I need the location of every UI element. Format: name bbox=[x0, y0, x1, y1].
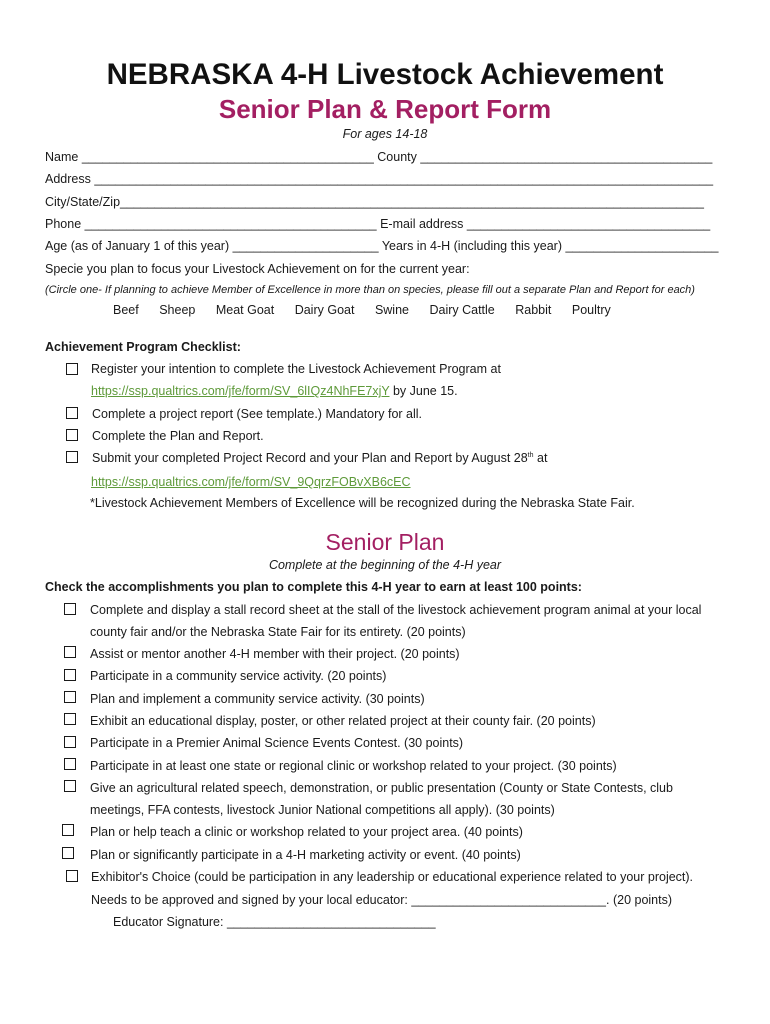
plan-checkbox[interactable] bbox=[64, 713, 76, 725]
name-county-field[interactable]: Name __________________________________________ County __________________________________________ bbox=[45, 150, 713, 164]
item4-text: Submit your completed Project Record and your Plan and Report by August 28 bbox=[92, 451, 528, 465]
plan-item: Assist or mentor another 4-H member with their project. (20 points) bbox=[90, 647, 460, 661]
checklist-item: Complete the Plan and Report. bbox=[92, 429, 264, 443]
plan-item: Exhibit an educational display, poster, or other related project at their county fair. (20 points) bbox=[90, 714, 596, 728]
item4-post: at bbox=[533, 451, 548, 465]
plan-checkbox[interactable] bbox=[64, 646, 76, 658]
ages-note: For ages 14-18 bbox=[342, 127, 428, 141]
plan-checkbox[interactable] bbox=[64, 691, 76, 703]
address-field[interactable]: Address _________________________________________________________________________________________ bbox=[45, 172, 714, 186]
page-title: NEBRASKA 4-H Livestock Achievement bbox=[106, 58, 664, 91]
species-option[interactable]: Poultry bbox=[571, 303, 611, 317]
plan-checkbox[interactable] bbox=[62, 847, 74, 859]
phone-email-field[interactable]: Phone __________________________________________ E-mail address ___________________________________ bbox=[45, 217, 711, 231]
checklist-checkbox[interactable] bbox=[66, 429, 78, 441]
plan-checkbox[interactable] bbox=[62, 824, 74, 836]
checklist-heading: Achievement Program Checklist: bbox=[45, 340, 241, 354]
checklist-checkbox[interactable] bbox=[66, 451, 78, 463]
specie-note: (Circle one- If planning to achieve Member of Excellence in more than on species, please fill out a separate Plan and Report for each) bbox=[45, 284, 695, 296]
plan-checkbox[interactable] bbox=[66, 870, 78, 882]
submission-link[interactable]: https://ssp.qualtrics.com/jfe/form/SV_9QqrzFOBvXB6cEC bbox=[91, 475, 411, 489]
plan-heading: Check the accomplishments you plan to complete this 4-H year to earn at least 100 points: bbox=[45, 580, 582, 594]
senior-plan-title: Senior Plan bbox=[325, 529, 445, 555]
plan-checkbox[interactable] bbox=[64, 736, 76, 748]
checklist-item: Complete a project report (See template.) Mandatory for all. bbox=[92, 407, 423, 421]
plan-checkbox[interactable] bbox=[64, 780, 76, 792]
species-option[interactable]: Rabbit bbox=[515, 303, 552, 317]
plan-checkbox[interactable] bbox=[64, 669, 76, 681]
plan-item: Participate in at least one state or regional clinic or workshop related to your project. (30 points) bbox=[90, 759, 617, 773]
checklist-footnote: *Livestock Achievement Members of Excellence will be recognized during the Nebraska State Fair. bbox=[90, 496, 635, 510]
species-option[interactable]: Sheep bbox=[159, 303, 196, 317]
checklist-checkbox[interactable] bbox=[66, 363, 78, 375]
registration-link[interactable]: https://ssp.qualtrics.com/jfe/form/SV_6lIQz4NhFE7xjY bbox=[91, 384, 390, 398]
plan-item: Complete and display a stall record sheet at the stall of the livestock achievement program animal at your local bbox=[90, 603, 702, 617]
species-options bbox=[113, 303, 628, 317]
checklist-item: Register your intention to complete the Livestock Achievement Program at bbox=[91, 362, 501, 376]
species-option[interactable]: Dairy Cattle bbox=[429, 303, 495, 317]
checklist-link-row bbox=[91, 384, 458, 398]
plan-item-continued: county fair and/or the Nebraska State Fair for its entirety. (20 points) bbox=[90, 625, 466, 639]
plan-item: Plan and implement a community service activity. (30 points) bbox=[90, 692, 425, 706]
checklist-checkbox[interactable] bbox=[66, 407, 78, 419]
age-years-field[interactable]: Age (as of January 1 of this year) _____________________ Years in 4-H (including this year) ______________________ bbox=[45, 239, 719, 253]
plan-item: Participate in a community service activity. (20 points) bbox=[90, 669, 387, 683]
educator-signature-field[interactable]: Educator Signature: ______________________________ bbox=[113, 915, 436, 929]
plan-item: Plan or help teach a clinic or workshop related to your project area. (40 points) bbox=[90, 825, 523, 839]
plan-item: Participate in a Premier Animal Science Events Contest. (30 points) bbox=[90, 736, 464, 750]
checklist-item bbox=[92, 451, 547, 465]
plan-checkbox[interactable] bbox=[64, 758, 76, 770]
species-option[interactable]: Beef bbox=[113, 303, 139, 317]
link-suffix: by June 15. bbox=[389, 384, 458, 398]
species-option[interactable]: Dairy Goat bbox=[294, 303, 355, 317]
submission-link-row bbox=[91, 473, 411, 491]
page-subtitle: Senior Plan & Report Form bbox=[218, 94, 552, 124]
species-option[interactable]: Swine bbox=[374, 303, 409, 317]
species-option[interactable]: Meat Goat bbox=[215, 303, 275, 317]
senior-plan-subtitle: Complete at the beginning of the 4-H year bbox=[268, 558, 502, 572]
city-state-zip-field[interactable]: City/State/Zip____________________________________________________________________________________ bbox=[45, 195, 704, 209]
plan-item: Give an agricultural related speech, demonstration, or public presentation (County or State Contests, club bbox=[90, 781, 673, 795]
plan-item: Plan or significantly participate in a 4-H marketing activity or event. (40 points) bbox=[90, 848, 521, 862]
plan-item-continued: meetings, FFA contests, livestock Junior National competitions all apply). (30 points) bbox=[90, 803, 555, 817]
plan-checkbox[interactable] bbox=[64, 603, 76, 615]
specie-prompt: Specie you plan to focus your Livestock Achievement on for the current year: bbox=[45, 262, 470, 276]
plan-item-continued: Needs to be approved and signed by your local educator: ____________________________. (20 points) bbox=[91, 893, 673, 907]
item4-sup: th bbox=[527, 451, 534, 459]
plan-item: Exhibitor's Choice (could be participation in any leadership or educational experience related to your project). bbox=[91, 870, 694, 884]
